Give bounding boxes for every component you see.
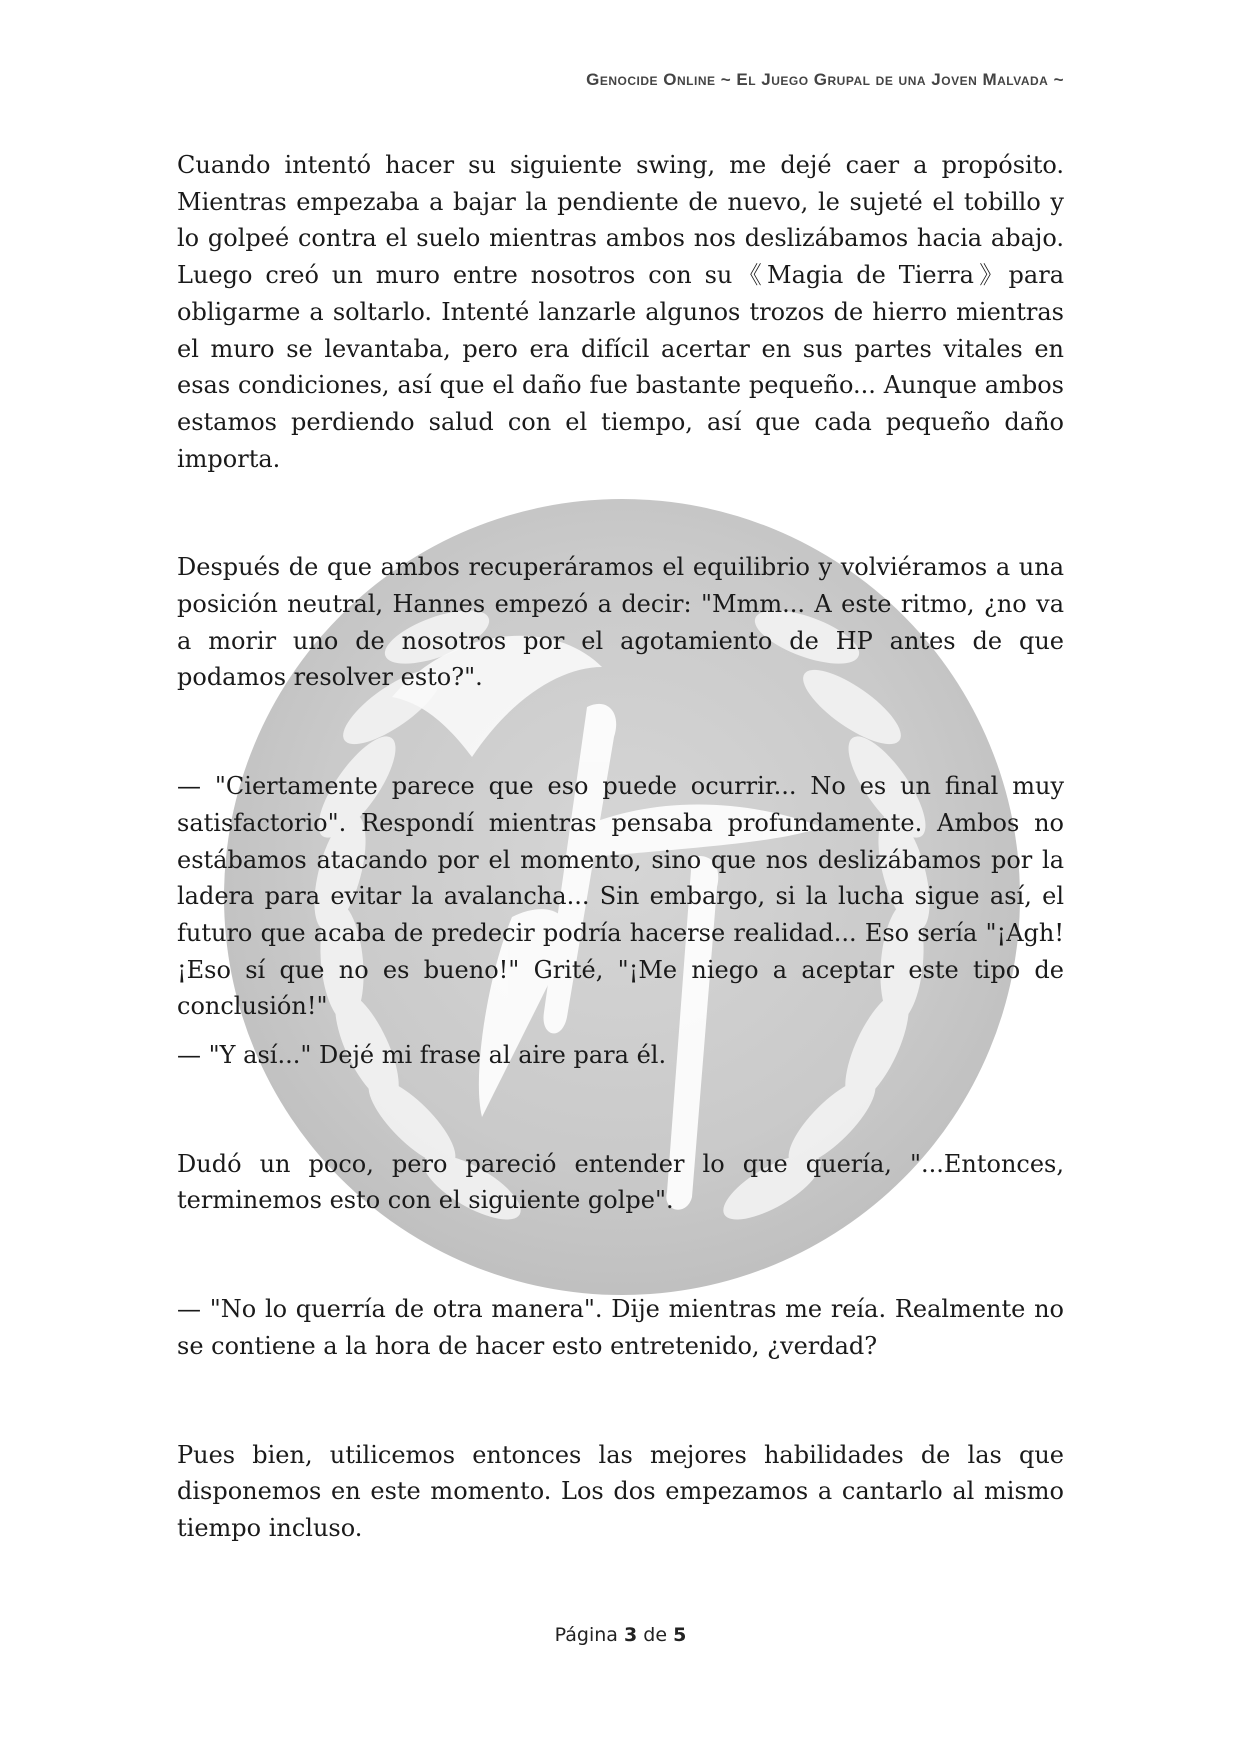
paragraph: — "No lo querría de otra manera". Dije mientras me reía. Realmente no se contiene a la hora de hacer esto entretenido, ¿verdad? bbox=[177, 1295, 1064, 1360]
paragraph-spacer bbox=[177, 1025, 1064, 1037]
paragraph-spacer bbox=[177, 1074, 1064, 1146]
paragraph: Dudó un poco, pero pareció entender lo que quería, "...Entonces, terminemos esto con el siguiente golpe". bbox=[177, 1149, 1064, 1215]
paragraph-spacer bbox=[177, 696, 1064, 768]
document-body bbox=[177, 147, 1064, 1547]
running-header: Genocide Online ~ El Juego Grupal de una Joven Malvada ~ bbox=[586, 70, 1064, 89]
paragraph-spacer bbox=[177, 477, 1064, 549]
paragraph-spacer bbox=[177, 1365, 1064, 1437]
total-pages: 5 bbox=[673, 1624, 687, 1646]
paragraph: Después de que ambos recuperáramos el equilibrio y volviéramos a una posición neutral, Hannes empezó a decir: "Mmm... A este ritmo, ¿no va a morir uno de nosotros por el agotamiento de HP antes de que podamos resolver esto?". bbox=[177, 553, 1064, 692]
paragraph: — "Ciertamente parece que eso puede ocurrir... No es un final muy satisfactorio". Respondí mientras pensaba profundamente. Ambos no estábamos atacando por el momento, sino que nos deslizábamos por la ladera para evitar la avalancha... Sin embargo, si la lucha sigue así, el futuro que acaba de predecir podría hacerse realidad... Eso sería "¡Agh! ¡Eso sí que no es bueno!" Grité, "¡Me niego a aceptar este tipo de conclusión!" bbox=[177, 772, 1064, 1021]
paragraph-spacer bbox=[177, 1219, 1064, 1291]
paragraph: — "Y así..." Dejé mi frase al aire para él. bbox=[177, 1041, 667, 1070]
paragraph: Cuando intentó hacer su siguiente swing, me dejé caer a propósito. Mientras empezaba a bajar la pendiente de nuevo, le sujeté el tobillo y lo golpeé contra el suelo mientras ambos nos deslizábamos hacia abajo. Luego creó un muro entre nosotros con su《Magia de Tierra》para obligarme a soltarlo. Intenté lanzarle algunos trozos de hierro mientras el muro se levantaba, pero era difícil acertar en sus partes vitales en esas condiciones, así que el daño fue bastante pequeño... Aunque ambos estamos perdiendo salud con el tiempo, así que cada pequeño daño importa. bbox=[177, 151, 1064, 473]
page-label: Página bbox=[554, 1624, 618, 1646]
page-separator: de bbox=[643, 1624, 668, 1646]
page-number bbox=[0, 1624, 1241, 1646]
current-page: 3 bbox=[624, 1624, 638, 1646]
paragraph: Pues bien, utilicemos entonces las mejores habilidades de las que disponemos en este momento. Los dos empezamos a cantarlo al mismo tiempo incluso. bbox=[177, 1440, 1064, 1542]
